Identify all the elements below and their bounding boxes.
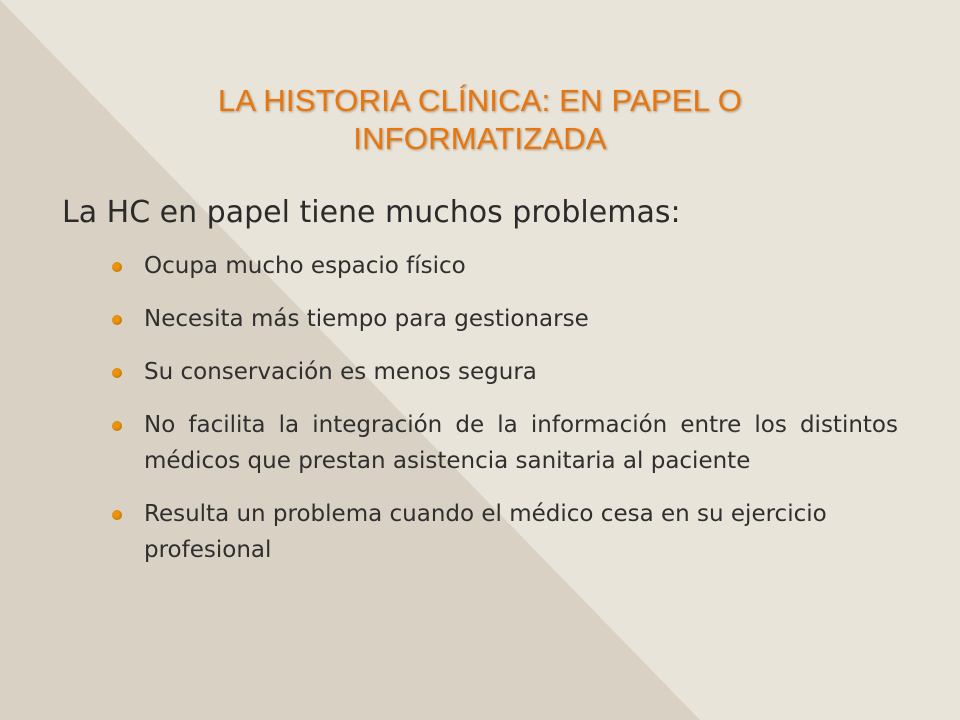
list-item (108, 301, 898, 337)
list-item-text: No facilita la integración de la información entre los distintos médicos que prestan asistencia sanitaria al paciente (144, 412, 898, 474)
list-item (108, 407, 898, 479)
title-line-2: INFORMATIZADA (353, 121, 607, 156)
bullet-list (108, 248, 898, 568)
list-item-text: Ocupa mucho espacio físico (144, 253, 466, 279)
title-line-1: LA HISTORIA CLÍNICA: EN PAPEL O (217, 83, 743, 118)
section-heading: La HC en papel tiene muchos problemas: (62, 195, 681, 230)
bullet-icon (112, 368, 122, 378)
list-item (108, 248, 898, 284)
list-item-text: Resulta un problema cuando el médico cesa en su ejercicio profesional (144, 501, 827, 563)
slide-title (120, 82, 840, 158)
list-item-text: Su conservación es menos segura (144, 359, 537, 385)
bullet-icon (112, 262, 122, 272)
bullet-icon (112, 315, 122, 325)
bullet-icon (112, 421, 122, 431)
list-item-text: Necesita más tiempo para gestionarse (144, 306, 589, 332)
list-item (108, 354, 898, 390)
list-item (108, 496, 844, 568)
bullet-icon (112, 510, 122, 520)
